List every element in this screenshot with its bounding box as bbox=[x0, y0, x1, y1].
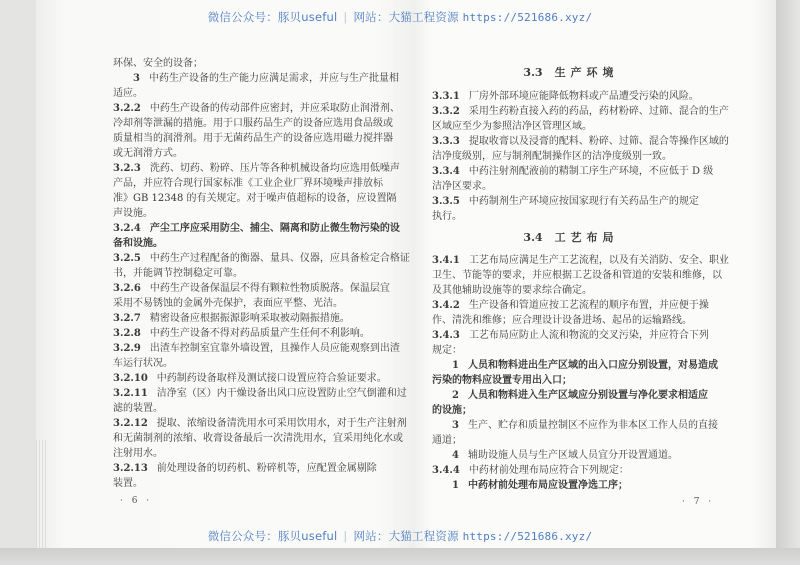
text-line bbox=[432, 194, 728, 209]
clause bbox=[432, 134, 728, 164]
watermark-url[interactable]: https://521686.xyz/ bbox=[462, 11, 593, 24]
clause-number: 3.2.5 bbox=[113, 252, 141, 264]
clause-text: 备和设施。 bbox=[113, 237, 163, 249]
clause-number: 4 bbox=[452, 449, 459, 461]
text-line bbox=[432, 463, 728, 478]
text-line bbox=[113, 386, 409, 401]
text-line bbox=[113, 401, 409, 416]
page-number-right: · 7 · bbox=[682, 497, 715, 507]
watermark-bottom bbox=[0, 528, 800, 544]
clause-text: 工艺布局应满足生产工艺流程，以及有关消防、安全、职业 bbox=[468, 254, 729, 266]
clause bbox=[113, 251, 409, 281]
list-item bbox=[432, 358, 728, 388]
text-line bbox=[113, 236, 409, 251]
page-number-left: · 6 · bbox=[120, 496, 153, 506]
clause-text: 生产、贮存和质量控制区不应作为非本区工作人员的直接 bbox=[467, 419, 718, 431]
clause-number: 3.3.2 bbox=[432, 105, 460, 117]
clause-text: 洗药、切药、粉碎、压片等各种机械设备均应选用低噪声 bbox=[149, 162, 400, 174]
list-item bbox=[432, 388, 728, 418]
text-line bbox=[113, 116, 409, 131]
clause-text: 厂房外部环境应能降低物料或产品遭受污染的风险。 bbox=[468, 90, 699, 102]
clause-text: 洁净度级别，应与制剂配制操作区的洁净度级别一致。 bbox=[432, 150, 672, 162]
text-line bbox=[113, 86, 409, 101]
clause-text: 冷却剂等泄漏的措施。用于口服药品生产的设备应选用食品级或 bbox=[113, 117, 393, 129]
watermark-separator: | bbox=[343, 529, 348, 543]
clause-number: 3.2.7 bbox=[113, 312, 141, 324]
clause-number: 3.3.3 bbox=[432, 135, 460, 147]
text-line bbox=[432, 298, 728, 313]
clause-text: 人员和物料进入生产区域应分别设置与净化要求相适应 bbox=[467, 389, 708, 401]
clause-number: 3.3.1 bbox=[432, 90, 460, 102]
watermark-wechat: 微信公众号：豚贝useful bbox=[207, 10, 338, 24]
clause-text: 产品，并应符合现行国家标准《工业企业厂界环境噪声排放标 bbox=[113, 177, 383, 189]
text-line bbox=[432, 418, 728, 433]
clause-text: 采用生药粉直接入药的药品，药材粉碎、过筛、混合的生产 bbox=[468, 105, 729, 117]
section-title-text: 工艺布局 bbox=[554, 230, 619, 244]
section-3-4-text bbox=[432, 253, 728, 493]
clause bbox=[113, 386, 409, 416]
text-line bbox=[432, 209, 728, 224]
text-line bbox=[113, 71, 409, 86]
clause-text: 规定： bbox=[432, 344, 462, 356]
text-line bbox=[113, 176, 409, 191]
clause-text: 卫生、节能等的要求，并应根据工艺设备和管道的安装和维修，以 bbox=[432, 269, 722, 281]
text-line bbox=[113, 101, 409, 116]
clause-number: 3.2.6 bbox=[113, 282, 141, 294]
text-line bbox=[432, 448, 728, 463]
book-edge bbox=[776, 0, 800, 565]
clause-number: 3.2.8 bbox=[113, 327, 141, 339]
clause-text: 中药生产设备的传动部件应密封，并应采取防止润滑剂、 bbox=[149, 102, 400, 114]
clause-text: 生产设备和管道应按工艺流程的顺序布置，并应便于操 bbox=[468, 299, 709, 311]
text-line bbox=[432, 433, 728, 448]
text-line bbox=[113, 146, 409, 161]
clause-text: 中药注射剂配液前的精制工序生产环境，不应低于 D 级 bbox=[468, 165, 714, 177]
watermark-url[interactable]: https://521686.xyz/ bbox=[462, 530, 593, 543]
clause bbox=[432, 89, 728, 104]
clause bbox=[432, 194, 728, 224]
clause-number: 3.4.3 bbox=[432, 329, 460, 341]
list-item bbox=[113, 71, 409, 101]
text-line bbox=[432, 89, 728, 104]
clause-text: 前处理设备的切药机、粉碎机等，应配置金属剔除 bbox=[156, 462, 377, 474]
clause bbox=[113, 416, 409, 461]
text-line bbox=[113, 266, 409, 281]
clause-text: 滤的装置。 bbox=[113, 402, 163, 414]
clause-text: 区域应至少为参照洁净区管理区域。 bbox=[432, 120, 592, 132]
clause-text: 中药生产设备保温层不得有颗粒性物质脱落。保温层宜 bbox=[149, 282, 390, 294]
clause bbox=[113, 326, 409, 341]
text-line bbox=[432, 358, 728, 373]
clause bbox=[432, 253, 728, 298]
clause-text: 中药制药设备取样及测试接口设置应符合验证要求。 bbox=[156, 372, 387, 384]
text-line bbox=[432, 313, 728, 328]
text-line bbox=[113, 371, 409, 386]
clause-text: 注射用水。 bbox=[113, 447, 163, 459]
list-item bbox=[432, 448, 728, 463]
clause-text: 工艺布局应防止人流和物流的交叉污染，并应符合下列 bbox=[468, 329, 709, 341]
clause-text: 和无菌制剂的浓缩、收膏设备最后一次清洗用水，宜采用纯化水或 bbox=[113, 432, 403, 444]
clause-text: 中药生产设备的生产能力应满足需求，并应与生产批量相 bbox=[148, 72, 399, 84]
text-line bbox=[432, 268, 728, 283]
left-page-text bbox=[113, 56, 409, 491]
section-number: 3.3 bbox=[523, 66, 543, 79]
clause-text: 辅助设施人员与生产区域人员宜分开设置通道。 bbox=[467, 449, 678, 461]
clause-number: 3 bbox=[133, 72, 140, 84]
clause-number: 3 bbox=[452, 419, 459, 431]
text-line bbox=[432, 179, 728, 194]
clause-text: 环保、安全的设备； bbox=[113, 57, 203, 69]
clause bbox=[113, 341, 409, 371]
clause bbox=[113, 101, 409, 161]
clause-text: 的设施； bbox=[432, 404, 472, 416]
clause-number: 3.2.9 bbox=[113, 342, 141, 354]
text-line bbox=[113, 161, 409, 176]
clause-text: 出渣车控制室宜靠外墙设置，且操作人员应能观察到出渣 bbox=[149, 342, 400, 354]
list-item bbox=[432, 478, 728, 493]
text-line bbox=[113, 296, 409, 311]
clause-number: 3.2.13 bbox=[113, 462, 148, 474]
clause-number: 3.4.1 bbox=[432, 254, 460, 266]
clause-text: 提取收膏以及浸膏的配料、粉碎、过筛、混合等操作区域的 bbox=[468, 135, 729, 147]
clause-text: 中药制剂生产环境应按国家现行有关药品生产的规定 bbox=[468, 195, 699, 207]
clause bbox=[432, 164, 728, 194]
section-title-text: 生产环境 bbox=[554, 66, 619, 79]
text-line bbox=[113, 311, 409, 326]
text-line bbox=[113, 356, 409, 371]
clause bbox=[113, 56, 409, 71]
text-line bbox=[432, 134, 728, 149]
clause-number: 3.2.10 bbox=[113, 372, 148, 384]
text-line bbox=[432, 373, 728, 388]
text-line bbox=[432, 388, 728, 403]
clause-number: 3.3.5 bbox=[432, 195, 460, 207]
clause-number: 3.3.4 bbox=[432, 165, 460, 177]
clause-text: 人员和物料进出生产区域的出入口应分别设置，对易造成 bbox=[467, 359, 718, 371]
clause-text: 质量相当的润滑剂。用于无菌药品生产的设备应选用磁力搅拌器 bbox=[113, 132, 393, 144]
watermark-separator: | bbox=[343, 10, 348, 24]
clause-text: 执行。 bbox=[432, 210, 462, 222]
clause-text: 产尘工序应采用防尘、捕尘、隔离和防止微生物污染的设 bbox=[149, 222, 400, 234]
clause-text: 洁净室（区）内干燥设备出风口应设置防止空气倒灌和过 bbox=[156, 387, 407, 399]
clause-number: 3.2.2 bbox=[113, 102, 141, 114]
clause-text: 洁净区要求。 bbox=[432, 180, 492, 192]
clause-text: 及其他辅助设施等的要求综合确定。 bbox=[432, 284, 592, 296]
section-title-3-4 bbox=[432, 230, 710, 245]
text-line bbox=[113, 131, 409, 146]
clause-text: 中药生产设备不得对药品质量产生任何不利影响。 bbox=[149, 327, 370, 339]
text-line bbox=[432, 253, 728, 268]
text-line bbox=[113, 206, 409, 221]
text-line bbox=[113, 461, 409, 476]
clause-text: 适应。 bbox=[113, 87, 143, 99]
section-3-3-text bbox=[432, 89, 728, 224]
text-line bbox=[432, 328, 728, 343]
clause-text: 或无润滑方式。 bbox=[113, 147, 183, 159]
clause-text: 准》GB 12348 的有关规定。对于噪声值超标的设备，应设置隔 bbox=[113, 192, 397, 204]
clause bbox=[432, 104, 728, 134]
clause-number: 3.2.4 bbox=[113, 222, 141, 234]
clause bbox=[113, 221, 409, 251]
text-line bbox=[432, 283, 728, 298]
text-line bbox=[432, 119, 728, 134]
text-line bbox=[113, 476, 409, 491]
clause bbox=[432, 328, 728, 358]
clause bbox=[113, 311, 409, 326]
section-title-3-3 bbox=[432, 65, 710, 80]
clause-text: 装置。 bbox=[113, 477, 143, 489]
clause-text: 作、清洗和维修；应合理设计设备进场、起吊的运输路线。 bbox=[432, 314, 692, 326]
text-line bbox=[432, 403, 728, 418]
scanner-bottom-band bbox=[0, 548, 800, 565]
clause-number: 1 bbox=[452, 359, 459, 371]
text-line bbox=[113, 446, 409, 461]
watermark-site: 网站：大猫工程资源 bbox=[353, 10, 459, 24]
text-line bbox=[113, 326, 409, 341]
text-line bbox=[432, 478, 728, 493]
text-line bbox=[432, 104, 728, 119]
clause-text: 中药材前处理布局应设置净选工序； bbox=[467, 479, 628, 491]
text-line bbox=[432, 343, 728, 358]
clause bbox=[113, 461, 409, 491]
clause-text: 污染的物料应设置专用出入口； bbox=[432, 374, 572, 386]
list-item bbox=[432, 418, 728, 448]
clause-text: 提取、浓缩设备清洗用水可采用饮用水，对于生产注射剂 bbox=[156, 417, 407, 429]
text-line bbox=[113, 56, 409, 71]
clause-text: 采用不易锈蚀的金属外壳保护，表面应平整、光洁。 bbox=[113, 297, 343, 309]
clause-number: 2 bbox=[452, 389, 459, 401]
text-line bbox=[113, 341, 409, 356]
text-line bbox=[113, 191, 409, 206]
section-number: 3.4 bbox=[523, 230, 543, 244]
watermark-site: 网站：大猫工程资源 bbox=[353, 529, 459, 543]
text-line bbox=[432, 149, 728, 164]
clause-text: 通道； bbox=[432, 434, 462, 446]
clause-number: 3.4.2 bbox=[432, 299, 460, 311]
clause-text: 中药材前处理布局应符合下列规定： bbox=[468, 464, 629, 476]
clause-number: 3.4.4 bbox=[432, 464, 460, 476]
clause bbox=[432, 463, 728, 478]
text-line bbox=[113, 221, 409, 236]
clause-text: 中药生产过程配备的衡器、量具、仪器，应具备检定合格证 bbox=[149, 252, 410, 264]
clause bbox=[432, 298, 728, 328]
clause-number: 3.2.3 bbox=[113, 162, 141, 174]
watermark-wechat: 微信公众号：豚贝useful bbox=[207, 529, 338, 543]
text-line bbox=[113, 416, 409, 431]
text-line bbox=[432, 164, 728, 179]
text-line bbox=[113, 281, 409, 296]
clause-number: 1 bbox=[452, 479, 459, 491]
clause-text: 车运行状况。 bbox=[113, 357, 173, 369]
clause-number: 3.2.11 bbox=[113, 387, 148, 399]
clause bbox=[113, 281, 409, 311]
clause-text: 声设施。 bbox=[113, 207, 153, 219]
clause-text: 书，并能调节控制稳定可靠。 bbox=[113, 267, 243, 279]
watermark-top bbox=[0, 9, 800, 25]
clause-text: 精密设备应根据振源影响采取被动隔振措施。 bbox=[149, 312, 350, 324]
clause-number: 3.2.12 bbox=[113, 417, 148, 429]
text-line bbox=[113, 431, 409, 446]
clause bbox=[113, 371, 409, 386]
clause bbox=[113, 161, 409, 221]
text-line bbox=[113, 251, 409, 266]
